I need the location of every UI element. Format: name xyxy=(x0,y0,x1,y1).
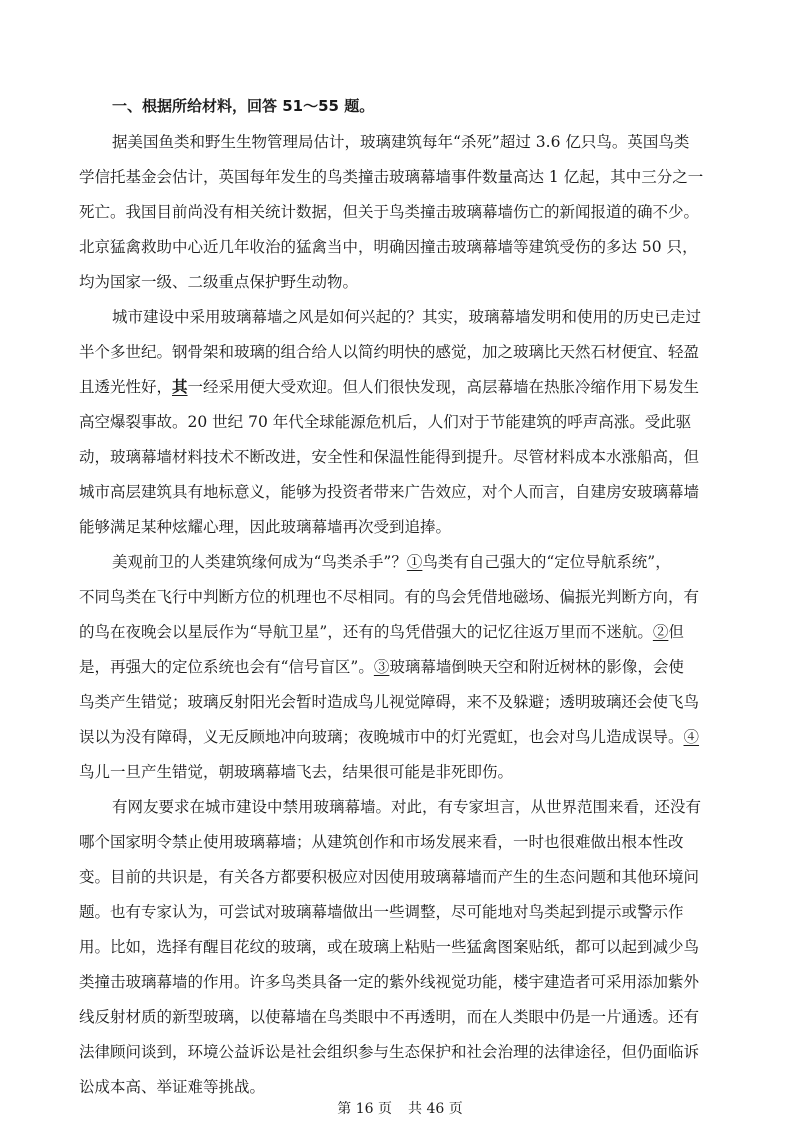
text-line: 北京猛禽救助中心近几年收治的猛禽当中，明确因撞击玻璃幕墙等建筑受伤的多达 50 只， xyxy=(79,238,698,256)
text-line: 题。也有专家认为，可尝试对玻璃幕墙做出一些调整，尽可能地对鸟类起到提示或警示作 xyxy=(79,903,684,921)
page-footer xyxy=(0,1100,800,1118)
sentence-marker-3: ③ xyxy=(373,658,390,676)
sentence-marker-4: ④ xyxy=(683,728,700,746)
text-line: 有网友要求在城市建设中禁用玻璃幕墙。对此，有专家坦言，从世界范围来看，还没有 xyxy=(112,798,702,816)
text-line: 法律顾问谈到，环境公益诉讼是社会组织参与生态保护和社会治理的法律途径，但仍面临诉 xyxy=(79,1043,700,1061)
text-line: 动，玻璃幕墙材料技术不断改进，安全性和保温性能得到提升。尽管材料成本水涨船高，但 xyxy=(79,448,700,466)
section-heading: 一、根据所给材料，回答 51～55 题。 xyxy=(112,97,375,115)
text-line: 变。目前的共识是，有关各方都要积极应对因使用玻璃幕墙而产生的生态问题和其他环境问 xyxy=(79,868,700,886)
text-line: 均为国家一级、二级重点保护野生动物。 xyxy=(79,273,359,291)
text-fragment: 误以为没有障碍，义无反顾地冲向玻璃；夜晚城市中的灯光霓虹，也会对鸟儿造成误导。 xyxy=(79,728,684,746)
text-line xyxy=(79,377,699,397)
text-line: 鸟儿一旦产生错觉，朝玻璃幕墙飞去，结果很可能是非死即伤。 xyxy=(79,763,514,781)
page-number: 第 16 页 xyxy=(337,1101,392,1117)
text-line: 城市建设中采用玻璃幕墙之风是如何兴起的？其实，玻璃幕墙发明和使用的历史已走过 xyxy=(112,308,702,326)
text-fragment: 玻璃幕墙倒映天空和附近树林的影像，会使 xyxy=(389,658,684,676)
text-line: 用。比如，选择有醒目花纹的玻璃，或在玻璃上粘贴一些猛禽图案贴纸，都可以起到减少鸟 xyxy=(79,938,700,956)
text-line: 半个多世纪。钢骨架和玻璃的组合给人以简约明快的感觉，加之玻璃比天然石材便宜、轻盈 xyxy=(79,343,700,361)
text-fragment: 且透光性好， xyxy=(79,378,173,396)
text-line: 类撞击玻璃幕墙的作用。许多鸟类具备一定的紫外线视觉功能，楼宇建造者可采用添加紫外 xyxy=(79,973,700,991)
text-line: 城市高层建筑具有地标意义，能够为投资者带来广告效应，对个人而言，自建房安玻璃幕墙 xyxy=(79,483,700,501)
text-line: 据美国鱼类和野生生物管理局估计，玻璃建筑每年“杀死”超过 3.6 亿只鸟。英国鸟类 xyxy=(112,133,690,151)
text-fragment: 是，再强大的定位系统也会有“信号盲区”。 xyxy=(79,658,374,676)
text-line xyxy=(79,727,699,747)
text-fragment: 鸟类有自己强大的“定位导航系统”， xyxy=(422,553,671,571)
text-fragment: 一经采用便大受欢迎。但人们很快发现，高层幕墙在热胀冷缩作用下易发生 xyxy=(187,378,700,396)
text-line xyxy=(79,657,684,677)
text-line: 讼成本高、举证难等挑战。 xyxy=(79,1078,266,1096)
sentence-marker-2: ② xyxy=(652,623,669,641)
text-fragment: 美观前卫的人类建筑缘何成为“鸟类杀手”？ xyxy=(112,553,407,571)
sentence-marker-1: ① xyxy=(406,553,423,571)
text-line: 学信托基金会估计，英国每年发生的鸟类撞击玻璃幕墙事件数量高达 1 亿起，其中三分之一 xyxy=(79,168,704,186)
text-line: 哪个国家明令禁止使用玻璃幕墙；从建筑创作和市场发展来看，一时也很难做出根本性改 xyxy=(79,833,684,851)
text-line: 高空爆裂事故。20 世纪 70 年代全球能源危机后，人们对于节能建筑的呼声高涨。受此驱 xyxy=(79,413,692,431)
text-line xyxy=(79,622,684,642)
text-line: 鸟类产生错觉；玻璃反射阳光会暂时造成鸟儿视觉障碍，来不及躲避；透明玻璃还会使飞鸟 xyxy=(79,693,700,711)
text-fragment: 的鸟在夜晚会以星辰作为“导航卫星”，还有的鸟凭借强大的记忆往返万里而不迷航。 xyxy=(79,623,653,641)
text-fragment: 但 xyxy=(668,623,684,641)
underlined-word: 其 xyxy=(172,377,188,396)
text-line xyxy=(112,552,671,572)
page-total: 共 46 页 xyxy=(408,1101,463,1117)
text-line: 不同鸟类在飞行中判断方位的机理也不尽相同。有的鸟会凭借地磁场、偏振光判断方向，有 xyxy=(79,588,700,606)
text-line: 死亡。我国目前尚没有相关统计数据，但关于鸟类撞击玻璃幕墙伤亡的新闻报道的确不少。 xyxy=(79,203,700,221)
text-line: 能够满足某种炫耀心理，因此玻璃幕墙再次受到追捧。 xyxy=(79,518,452,536)
text-line: 线反射材质的新型玻璃，以使幕墙在鸟类眼中不再透明，而在人类眼中仍是一片通透。还有 xyxy=(79,1008,700,1026)
